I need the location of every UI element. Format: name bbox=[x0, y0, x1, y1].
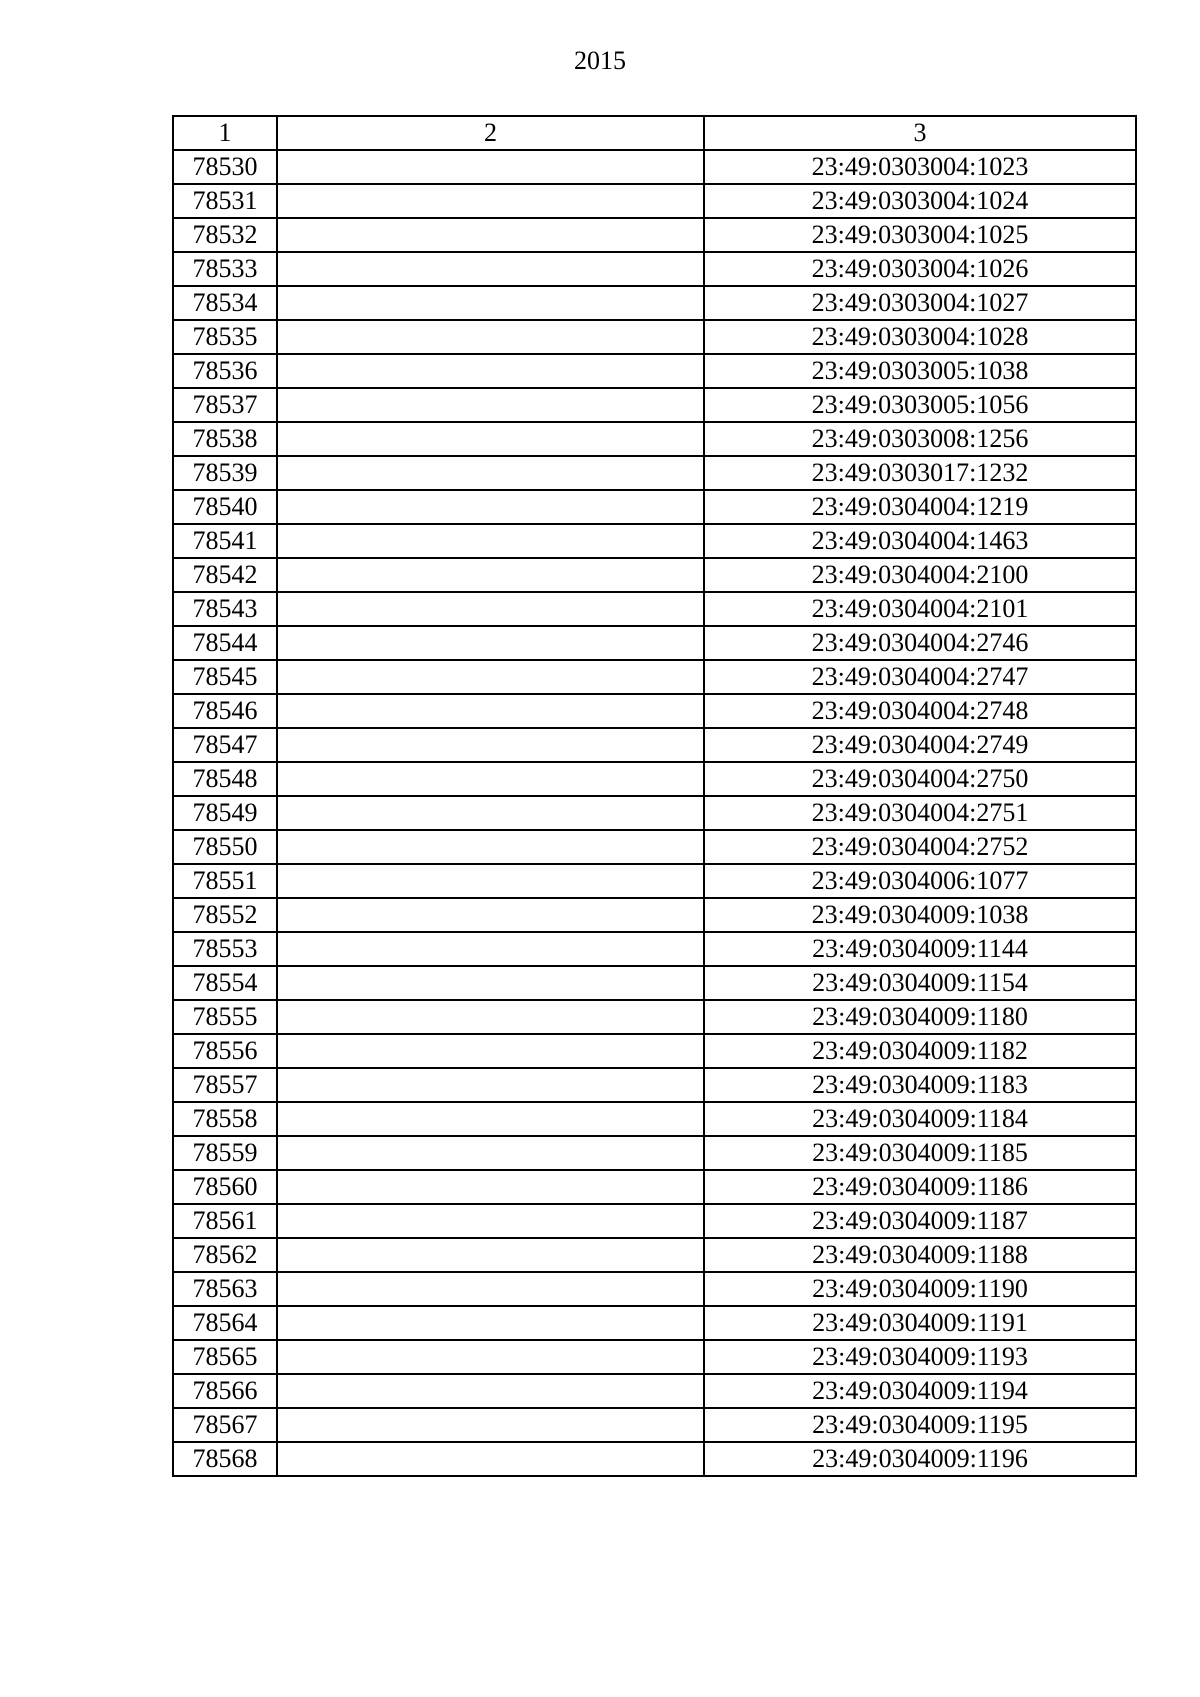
description-cell bbox=[277, 422, 704, 456]
table-row bbox=[173, 966, 1136, 1000]
row-number-cell: 78535 bbox=[173, 320, 277, 354]
row-number-cell: 78549 bbox=[173, 796, 277, 830]
table-row bbox=[173, 1408, 1136, 1442]
table-row bbox=[173, 592, 1136, 626]
page-number: 2015 bbox=[574, 46, 626, 75]
cadastral-number-cell: 23:49:0304004:2752 bbox=[704, 830, 1136, 864]
table-row bbox=[173, 762, 1136, 796]
row-number-cell: 78555 bbox=[173, 1000, 277, 1034]
row-number-cell: 78552 bbox=[173, 898, 277, 932]
cadastral-number-cell: 23:49:0304009:1187 bbox=[704, 1204, 1136, 1238]
table-row bbox=[173, 898, 1136, 932]
description-cell bbox=[277, 1204, 704, 1238]
description-cell bbox=[277, 1068, 704, 1102]
row-number-cell: 78543 bbox=[173, 592, 277, 626]
cadastral-number-cell: 23:49:0303005:1056 bbox=[704, 388, 1136, 422]
table-row bbox=[173, 388, 1136, 422]
description-cell bbox=[277, 1374, 704, 1408]
table-row bbox=[173, 728, 1136, 762]
row-number-cell: 78532 bbox=[173, 218, 277, 252]
description-cell bbox=[277, 1238, 704, 1272]
table-body bbox=[173, 150, 1136, 1476]
table-row bbox=[173, 1442, 1136, 1476]
row-number-cell: 78566 bbox=[173, 1374, 277, 1408]
description-cell bbox=[277, 1306, 704, 1340]
column-header-3: 3 bbox=[704, 116, 1136, 150]
description-cell bbox=[277, 660, 704, 694]
cadastral-number-cell: 23:49:0304009:1186 bbox=[704, 1170, 1136, 1204]
row-number-cell: 78544 bbox=[173, 626, 277, 660]
row-number-cell: 78556 bbox=[173, 1034, 277, 1068]
table-row bbox=[173, 456, 1136, 490]
table-row bbox=[173, 864, 1136, 898]
row-number-cell: 78542 bbox=[173, 558, 277, 592]
description-cell bbox=[277, 150, 704, 184]
table-row bbox=[173, 1034, 1136, 1068]
cadastral-number-cell: 23:49:0304004:2748 bbox=[704, 694, 1136, 728]
cadastral-number-cell: 23:49:0304009:1195 bbox=[704, 1408, 1136, 1442]
cadastral-number-cell: 23:49:0304004:2751 bbox=[704, 796, 1136, 830]
cadastral-number-cell: 23:49:0304009:1182 bbox=[704, 1034, 1136, 1068]
description-cell bbox=[277, 932, 704, 966]
cadastral-number-cell: 23:49:0304009:1194 bbox=[704, 1374, 1136, 1408]
description-cell bbox=[277, 864, 704, 898]
cadastral-number-cell: 23:49:0303008:1256 bbox=[704, 422, 1136, 456]
table-row bbox=[173, 218, 1136, 252]
description-cell bbox=[277, 762, 704, 796]
row-number-cell: 78560 bbox=[173, 1170, 277, 1204]
table-header-row bbox=[173, 116, 1136, 150]
row-number-cell: 78554 bbox=[173, 966, 277, 1000]
description-cell bbox=[277, 1034, 704, 1068]
description-cell bbox=[277, 252, 704, 286]
cadastral-number-cell: 23:49:0304004:2100 bbox=[704, 558, 1136, 592]
description-cell bbox=[277, 830, 704, 864]
description-cell bbox=[277, 728, 704, 762]
description-cell bbox=[277, 490, 704, 524]
table-row bbox=[173, 320, 1136, 354]
table-row bbox=[173, 422, 1136, 456]
row-number-cell: 78563 bbox=[173, 1272, 277, 1306]
row-number-cell: 78537 bbox=[173, 388, 277, 422]
row-number-cell: 78557 bbox=[173, 1068, 277, 1102]
table-row bbox=[173, 252, 1136, 286]
cadastral-number-cell: 23:49:0303004:1023 bbox=[704, 150, 1136, 184]
row-number-cell: 78567 bbox=[173, 1408, 277, 1442]
row-number-cell: 78551 bbox=[173, 864, 277, 898]
table-row bbox=[173, 1340, 1136, 1374]
table-row bbox=[173, 1374, 1136, 1408]
cadastral-number-cell: 23:49:0304009:1193 bbox=[704, 1340, 1136, 1374]
description-cell bbox=[277, 694, 704, 728]
cadastral-number-cell: 23:49:0304009:1196 bbox=[704, 1442, 1136, 1476]
cadastral-number-cell: 23:49:0303004:1024 bbox=[704, 184, 1136, 218]
table-row bbox=[173, 626, 1136, 660]
row-number-cell: 78559 bbox=[173, 1136, 277, 1170]
cadastral-number-cell: 23:49:0304004:2747 bbox=[704, 660, 1136, 694]
description-cell bbox=[277, 320, 704, 354]
row-number-cell: 78562 bbox=[173, 1238, 277, 1272]
description-cell bbox=[277, 388, 704, 422]
cadastral-number-cell: 23:49:0303004:1028 bbox=[704, 320, 1136, 354]
row-number-cell: 78538 bbox=[173, 422, 277, 456]
table-row bbox=[173, 1306, 1136, 1340]
cadastral-number-cell: 23:49:0303004:1027 bbox=[704, 286, 1136, 320]
cadastral-number-cell: 23:49:0304009:1190 bbox=[704, 1272, 1136, 1306]
description-cell bbox=[277, 898, 704, 932]
row-number-cell: 78530 bbox=[173, 150, 277, 184]
table-row bbox=[173, 1136, 1136, 1170]
cadastral-number-cell: 23:49:0304009:1191 bbox=[704, 1306, 1136, 1340]
registry-table bbox=[172, 115, 1137, 1477]
cadastral-number-cell: 23:49:0304009:1188 bbox=[704, 1238, 1136, 1272]
cadastral-number-cell: 23:49:0304004:2749 bbox=[704, 728, 1136, 762]
description-cell bbox=[277, 966, 704, 1000]
description-cell bbox=[277, 796, 704, 830]
table-row bbox=[173, 1000, 1136, 1034]
cadastral-number-cell: 23:49:0304006:1077 bbox=[704, 864, 1136, 898]
row-number-cell: 78534 bbox=[173, 286, 277, 320]
table-row bbox=[173, 524, 1136, 558]
table-row bbox=[173, 1068, 1136, 1102]
table-row bbox=[173, 1170, 1136, 1204]
cadastral-number-cell: 23:49:0304009:1183 bbox=[704, 1068, 1136, 1102]
description-cell bbox=[277, 524, 704, 558]
row-number-cell: 78533 bbox=[173, 252, 277, 286]
table-row bbox=[173, 558, 1136, 592]
description-cell bbox=[277, 286, 704, 320]
table-row bbox=[173, 660, 1136, 694]
cadastral-number-cell: 23:49:0304004:1219 bbox=[704, 490, 1136, 524]
cadastral-number-cell: 23:49:0304009:1180 bbox=[704, 1000, 1136, 1034]
cadastral-number-cell: 23:49:0304009:1184 bbox=[704, 1102, 1136, 1136]
cadastral-number-cell: 23:49:0303017:1232 bbox=[704, 456, 1136, 490]
description-cell bbox=[277, 184, 704, 218]
table-row bbox=[173, 830, 1136, 864]
row-number-cell: 78565 bbox=[173, 1340, 277, 1374]
row-number-cell: 78561 bbox=[173, 1204, 277, 1238]
cadastral-number-cell: 23:49:0304004:2750 bbox=[704, 762, 1136, 796]
cadastral-number-cell: 23:49:0303004:1026 bbox=[704, 252, 1136, 286]
description-cell bbox=[277, 1000, 704, 1034]
table-row bbox=[173, 1272, 1136, 1306]
row-number-cell: 78568 bbox=[173, 1442, 277, 1476]
row-number-cell: 78531 bbox=[173, 184, 277, 218]
description-cell bbox=[277, 1442, 704, 1476]
cadastral-number-cell: 23:49:0304009:1144 bbox=[704, 932, 1136, 966]
description-cell bbox=[277, 1408, 704, 1442]
row-number-cell: 78546 bbox=[173, 694, 277, 728]
row-number-cell: 78536 bbox=[173, 354, 277, 388]
column-header-2: 2 bbox=[277, 116, 704, 150]
cadastral-number-cell: 23:49:0304004:2101 bbox=[704, 592, 1136, 626]
table-row bbox=[173, 932, 1136, 966]
description-cell bbox=[277, 1272, 704, 1306]
description-cell bbox=[277, 1340, 704, 1374]
row-number-cell: 78541 bbox=[173, 524, 277, 558]
row-number-cell: 78550 bbox=[173, 830, 277, 864]
description-cell bbox=[277, 1102, 704, 1136]
table-row bbox=[173, 1238, 1136, 1272]
row-number-cell: 78545 bbox=[173, 660, 277, 694]
row-number-cell: 78540 bbox=[173, 490, 277, 524]
table-row bbox=[173, 1204, 1136, 1238]
description-cell bbox=[277, 558, 704, 592]
cadastral-number-cell: 23:49:0304009:1154 bbox=[704, 966, 1136, 1000]
description-cell bbox=[277, 1136, 704, 1170]
description-cell bbox=[277, 626, 704, 660]
row-number-cell: 78547 bbox=[173, 728, 277, 762]
description-cell bbox=[277, 218, 704, 252]
row-number-cell: 78548 bbox=[173, 762, 277, 796]
description-cell bbox=[277, 456, 704, 490]
row-number-cell: 78539 bbox=[173, 456, 277, 490]
table-row bbox=[173, 694, 1136, 728]
table-row bbox=[173, 1102, 1136, 1136]
column-header-1: 1 bbox=[173, 116, 277, 150]
cadastral-number-cell: 23:49:0303005:1038 bbox=[704, 354, 1136, 388]
row-number-cell: 78564 bbox=[173, 1306, 277, 1340]
table-row bbox=[173, 796, 1136, 830]
table-row bbox=[173, 286, 1136, 320]
table-row bbox=[173, 354, 1136, 388]
cadastral-number-cell: 23:49:0304009:1185 bbox=[704, 1136, 1136, 1170]
cadastral-number-cell: 23:49:0303004:1025 bbox=[704, 218, 1136, 252]
registry-table-container bbox=[172, 115, 1137, 1477]
description-cell bbox=[277, 1170, 704, 1204]
description-cell bbox=[277, 354, 704, 388]
cadastral-number-cell: 23:49:0304009:1038 bbox=[704, 898, 1136, 932]
description-cell bbox=[277, 592, 704, 626]
table-row bbox=[173, 184, 1136, 218]
cadastral-number-cell: 23:49:0304004:1463 bbox=[704, 524, 1136, 558]
row-number-cell: 78558 bbox=[173, 1102, 277, 1136]
table-row bbox=[173, 490, 1136, 524]
table-row bbox=[173, 150, 1136, 184]
cadastral-number-cell: 23:49:0304004:2746 bbox=[704, 626, 1136, 660]
row-number-cell: 78553 bbox=[173, 932, 277, 966]
